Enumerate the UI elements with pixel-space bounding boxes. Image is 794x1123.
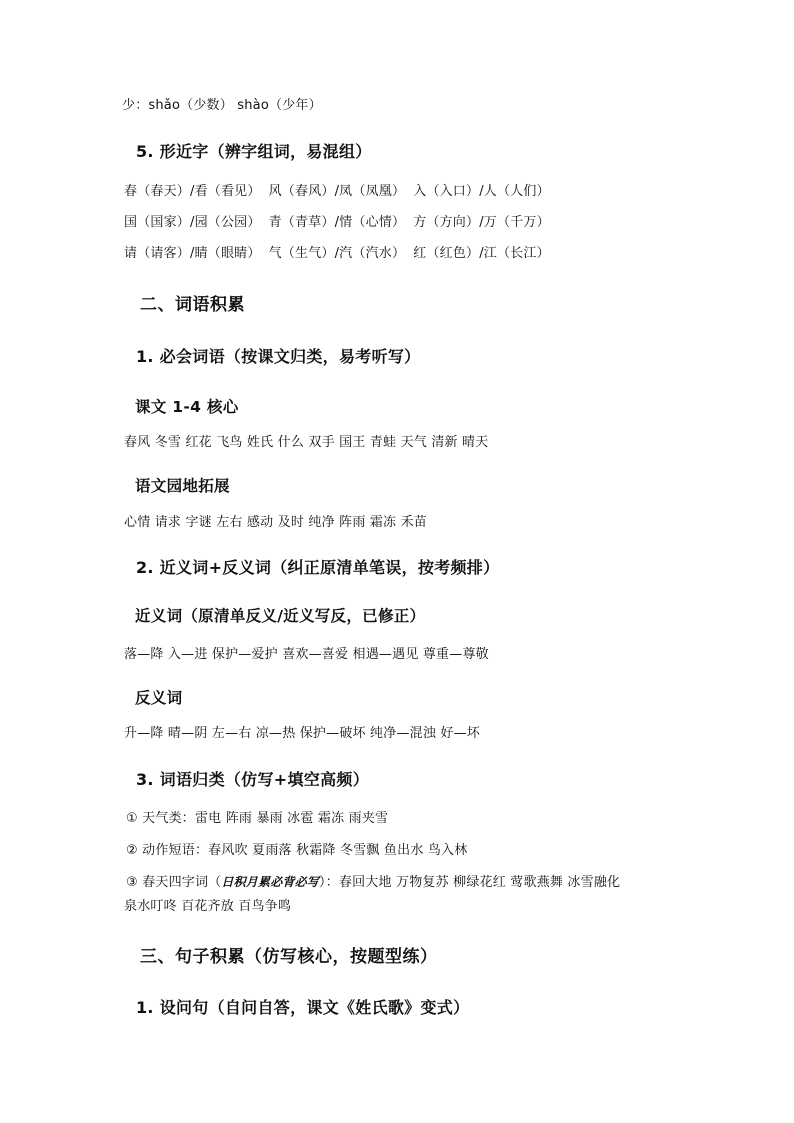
yuandi-heading: 语文园地拓展 <box>135 477 230 495</box>
xingjin-pair: 气（生气）/汽（汽水） <box>268 246 406 261</box>
part-2-heading: 二、词语积累 <box>140 295 245 315</box>
subsection-3-title: 3. 词语归类（仿写+填空高频） <box>136 770 369 789</box>
jinyi-heading: 近义词（原清单反义/近义写反，已修正） <box>135 607 426 625</box>
xingjin-pair: 入（入口）/人（人们） <box>413 184 550 199</box>
xingjin-row-3 <box>124 242 550 261</box>
fanyi-word-list: 升—降 晴—阴 左—右 凉—热 保护—破坏 纯净—混浊 好—坏 <box>124 726 480 741</box>
fanyi-heading: 反义词 <box>135 689 183 707</box>
part-3-heading: 三、句子积累（仿写核心，按题型练） <box>140 947 438 967</box>
kewen-word-list: 春风 冬雪 红花 飞鸟 姓氏 什么 双手 国王 青蛙 天气 清新 晴天 <box>124 435 489 450</box>
xingjin-pair: 风（春风）/凤（凤凰） <box>268 184 406 199</box>
category-action-phrases: ② 动作短语：春风吹 夏雨落 秋霜降 冬雪飘 鱼出水 鸟入林 <box>126 843 468 858</box>
xingjin-pair: 青（青草）/情（心情） <box>268 215 406 230</box>
xingjin-row-2 <box>124 211 550 230</box>
category-spring-idioms-continued: 泉水叮咚 百花齐放 百鸟争鸣 <box>124 899 292 914</box>
polyphone-shao-line: 少：shǎo（少数） shào（少年） <box>122 98 322 113</box>
section-5-title: 5. 形近字（辨字组词，易混组） <box>136 142 372 161</box>
emphasis-text: 日积月累必背必写 <box>221 875 319 889</box>
jinyi-word-list: 落—降 入—进 保护—爱护 喜欢—喜爱 相遇—遇见 尊重—尊敬 <box>124 647 489 662</box>
subsection-1-title: 1. 必会词语（按课文归类，易考听写） <box>136 347 421 366</box>
subsection-2-title: 2. 近义词+反义词（纠正原清单笔误，按考频排） <box>136 558 500 577</box>
category-spring-idioms: ③ 春天四字词（日积月累必背必写）：春回大地 万物复苏 柳绿花红 莺歌燕舞 冰雪融化 <box>126 875 621 890</box>
xingjin-pair: 方（方向）/万（千万） <box>413 215 550 230</box>
category-weather: ① 天气类：雷电 阵雨 暴雨 冰雹 霜冻 雨夹雪 <box>126 811 389 826</box>
xingjin-pair: 红（红色）/江（长江） <box>413 246 550 261</box>
yuandi-word-list: 心情 请求 字谜 左右 感动 及时 纯净 阵雨 霜冻 禾苗 <box>124 515 427 530</box>
kewen-heading: 课文 1-4 核心 <box>135 398 239 416</box>
xingjin-pair: 春（春天）/看（看见） <box>124 184 261 199</box>
subsection-rhetorical-question-title: 1. 设问句（自问自答，课文《姓氏歌》变式） <box>136 998 470 1017</box>
xingjin-pair: 国（国家）/园（公园） <box>124 215 261 230</box>
xingjin-row-1 <box>124 180 550 199</box>
xingjin-pair: 请（请客）/睛（眼睛） <box>124 246 261 261</box>
